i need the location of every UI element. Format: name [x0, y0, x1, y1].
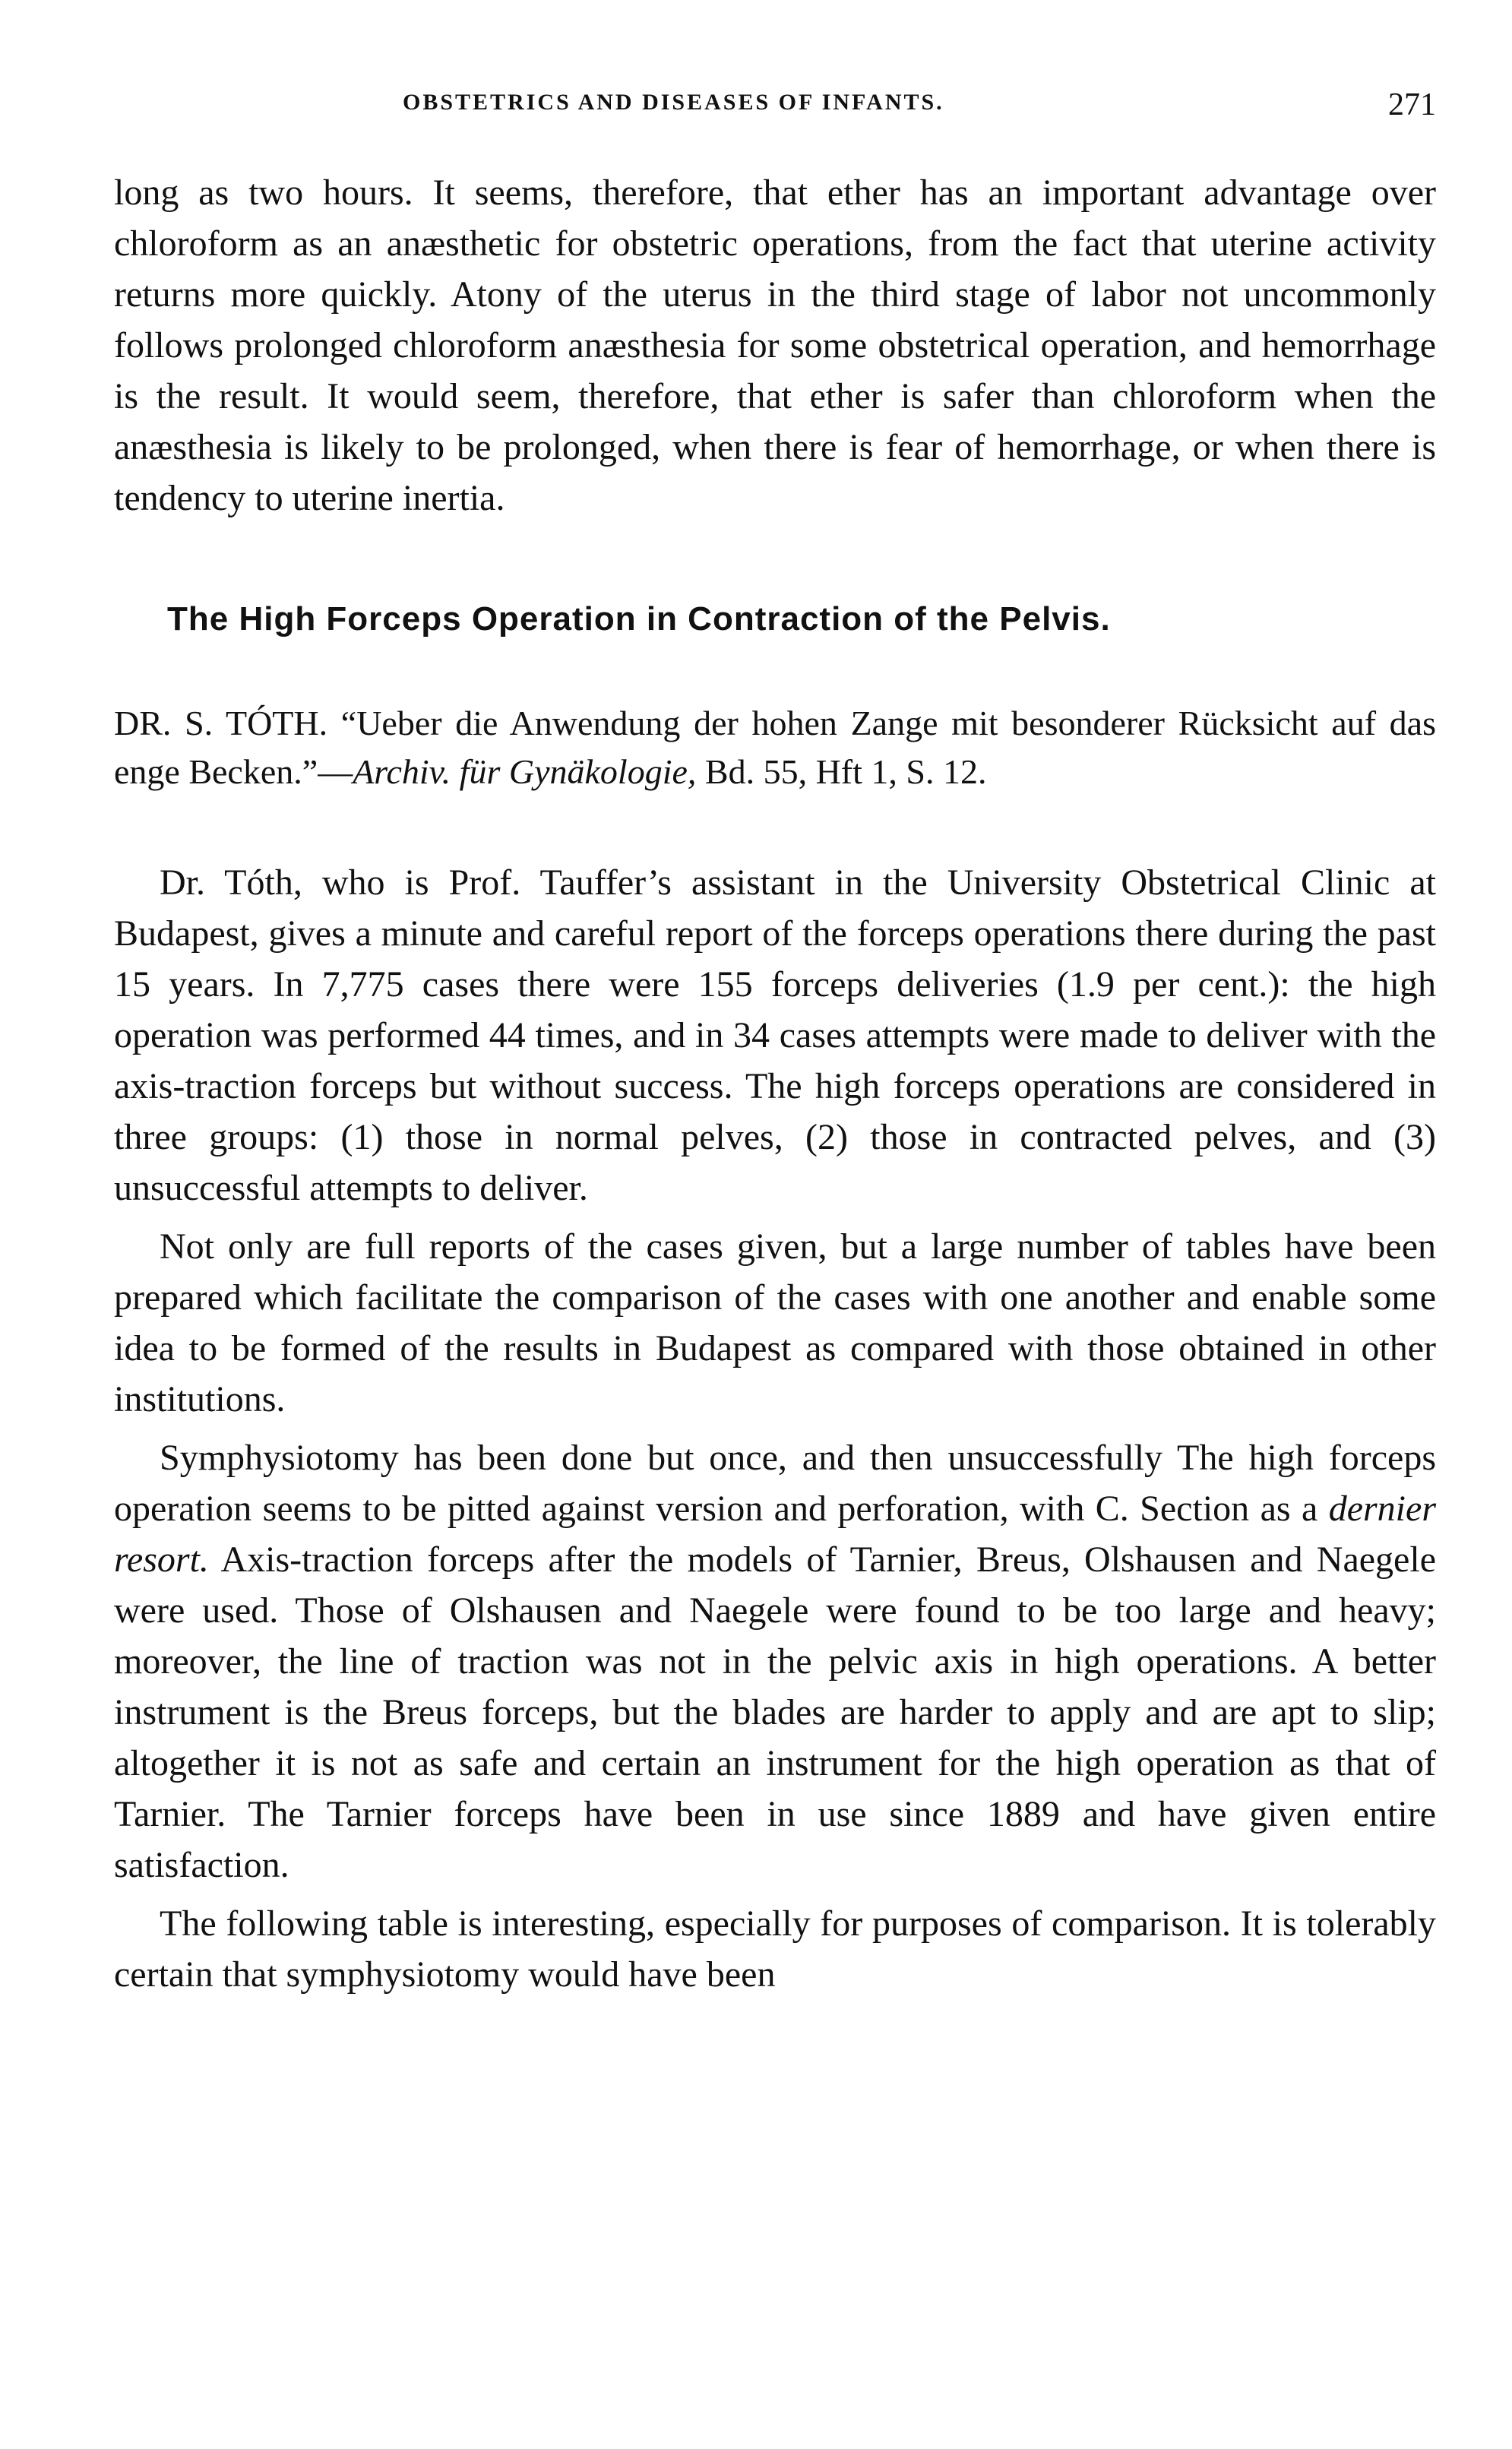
closing-paragraph: The following table is interesting, especially for purposes of comparison. It is tolerably certain that symphysiotomy would have been [114, 1903, 1436, 1995]
paragraph-tables: Not only are full reports of the cases given, but a large number of tables have been prepared which facilitate the comparison of the cases with one another and enable some idea to be formed of the results in Budapest as compared with those obtained in other institutions. [114, 1226, 1436, 1419]
citation-title: “Ueber die Anwendung der hohen Zange mit besonderer Rücksicht auf das enge Becken.” [114, 704, 1436, 791]
page-number: 271 [1388, 87, 1436, 122]
page-header [114, 87, 1436, 135]
symphysiotomy-text-before: Symphysiotomy has been done but once, and then unsuccessfully The high forceps operation seems to be pitted against version and perforation, with C. Section as a [114, 1438, 1436, 1529]
citation-journal: Archiv. für Gynäkologie, [353, 752, 697, 791]
citation-volume: Bd. 55, Hft 1, S. 12. [704, 752, 987, 791]
citation [114, 699, 1436, 796]
paragraph-toth-report: Dr. Tóth, who is Prof. Tauffer’s assistant in the University Obstetrical Clinic at Budapest, gives a minute and careful report of the forceps operations there during the past 15 years. In 7,775 cases there were 155 forceps deliveries (1.9 per cent.): the high operation was performed 44 times, and in 34 cases attempts were made to deliver with the axis-traction forceps but without success. The high forceps operations are considered in three groups: (1) those in normal pelves, (2) those in contracted pelves, and (3) unsuccessful attempts to deliver. [114, 862, 1436, 1208]
paragraph-symphysiotomy [114, 1432, 1436, 1891]
dernier-resort-italic: dernier resort. [114, 1489, 1436, 1580]
symphysiotomy-text-after: Axis-traction forceps after the models of Tarnier, Breus, Olshausen and Naegele were used. Those of Olshausen and Naegele were found to be too large and heavy; moreover, the line of traction was not in the pelvic axis in high operations. A better instrument is the Breus forceps, but the blades are harder to apply and are apt to slip; altogether it is not as safe and certain an instrument for the high operation as that of Tarnier. The Tarnier forceps have been in use since 1889 and have given entire satisfaction. [114, 1539, 1436, 1885]
citation-dash: — [318, 752, 353, 791]
running-head: OBSTETRICS AND DISEASES OF INFANTS. [403, 90, 944, 115]
body-text [114, 167, 1436, 2000]
section-heading: The High Forceps Operation in Contraction of the Pelvis. [167, 600, 1111, 638]
intro-paragraph: long as two hours. It seems, therefore, that ether has an important advantage over chloroform as an anæsthetic for obstetric operations, from the fact that uterine activity returns more quickly. Atony of the uterus in the third stage of labor not uncommonly follows prolonged chloroform anæsthesia for some obstetrical operation, and hemorrhage is the result. It would seem, therefore, that ether is safer than chloroform when the anæsthesia is likely to be prolonged, when there is fear of hemorrhage, or when there is tendency to uterine inertia. [114, 172, 1436, 518]
citation-author: DR. S. TÓTH. [114, 704, 328, 742]
